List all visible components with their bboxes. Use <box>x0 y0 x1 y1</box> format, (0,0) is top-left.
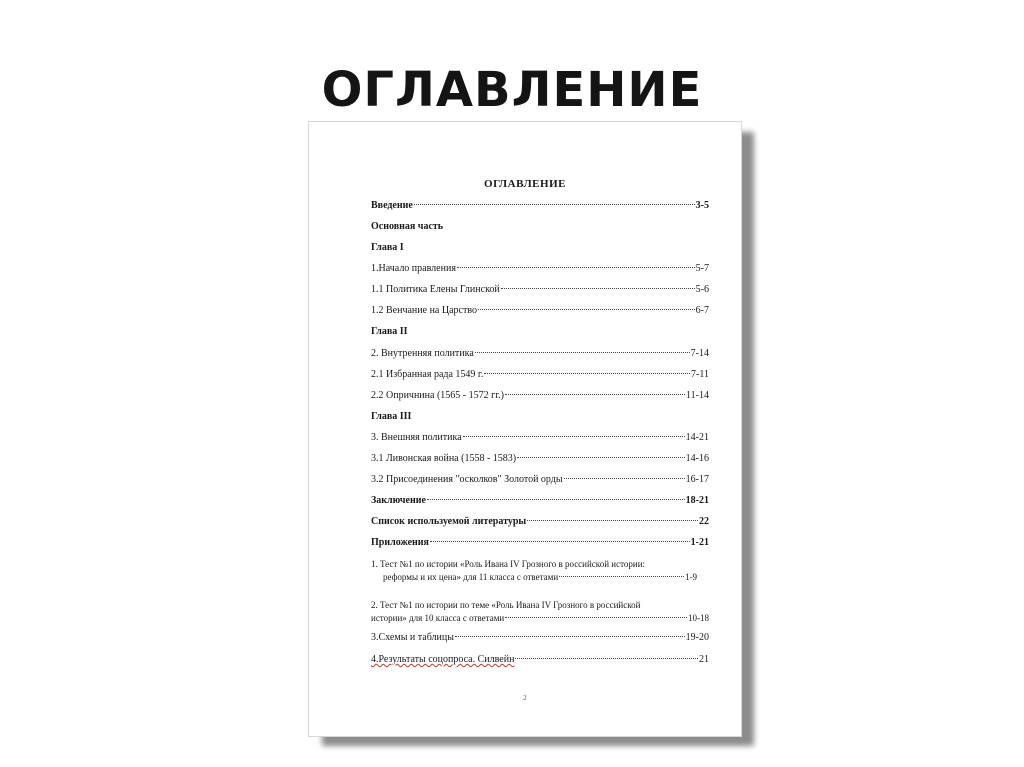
toc-entry-text: 1.Начало правления <box>371 263 456 274</box>
toc-entry-page: 22 <box>699 516 709 527</box>
toc-entry-text: реформы и их цена» для 11 класса с ответами <box>383 572 559 582</box>
toc-entry-text: 4.Результаты соцопроса. Силвейн <box>371 654 515 665</box>
toc-entry <box>371 348 709 362</box>
toc-entry <box>371 390 709 404</box>
toc-leader-dots <box>430 541 690 542</box>
toc-entry-text: 1.2 Венчание на Царство <box>371 305 477 316</box>
toc-entry-text: 3. Внешняя политика <box>371 432 462 443</box>
toc-leader-dots <box>505 394 685 395</box>
toc-entry <box>371 632 709 646</box>
toc-entry-page: 11-14 <box>686 390 709 401</box>
toc-entry-page: 6-7 <box>695 305 709 316</box>
toc-entry <box>371 432 709 446</box>
toc-entry-test-1-line2 <box>383 572 697 585</box>
toc-entry <box>371 474 709 488</box>
toc-leader-dots <box>501 288 695 289</box>
toc-section-main-part: Основная часть <box>371 221 444 232</box>
toc-leader-dots <box>515 658 698 659</box>
toc-entry-page: 10-18 <box>688 613 709 623</box>
toc-entry-page: 1-9 <box>685 572 697 582</box>
toc-entry-text: Введение <box>371 200 413 211</box>
toc-leader-dots <box>527 520 698 521</box>
toc-entry-text: 2.2 Опричнина (1565 - 1572 гг.) <box>371 390 505 401</box>
toc-entry-page: 18-21 <box>685 495 709 506</box>
toc-leader-dots <box>457 267 695 268</box>
toc-entry-page: 14-21 <box>685 432 709 443</box>
document-heading: ОГЛАВЛЕНИЕ <box>484 178 566 190</box>
toc-entry-page: 1-21 <box>690 537 709 548</box>
toc-entry-page: 16-17 <box>685 474 709 485</box>
toc-leader-dots <box>455 636 685 637</box>
toc-entry-text: 2. Внутренняя политика <box>371 348 474 359</box>
toc-entry-text: 3.Схемы и таблицы <box>371 632 454 643</box>
toc-leader-dots <box>559 576 684 577</box>
toc-entry <box>371 305 709 319</box>
toc-entry-text: Приложения <box>371 537 429 548</box>
toc-chapter-1: Глава I <box>371 242 404 253</box>
toc-leader-dots <box>517 457 685 458</box>
toc-entry-text: 3.2 Присоединения "осколков" Золотой орды <box>371 474 563 485</box>
document-page <box>308 121 742 737</box>
toc-leader-dots <box>463 436 685 437</box>
toc-leader-dots <box>478 309 695 310</box>
toc-entry-text: 1.1 Политика Елены Глинской <box>371 284 500 295</box>
toc-chapter-3: Глава III <box>371 411 412 422</box>
toc-entry-introduction <box>371 200 709 214</box>
toc-entry-page: 21 <box>699 654 709 665</box>
toc-entry-text: Список используемой литературы <box>371 516 527 527</box>
toc-entry <box>371 369 709 383</box>
toc-entry <box>371 453 709 467</box>
toc-leader-dots <box>427 499 685 500</box>
toc-leader-dots <box>414 204 695 205</box>
toc-entry-page: 3-5 <box>695 200 709 211</box>
toc-entry-page: 14-16 <box>685 453 709 464</box>
toc-entry-text: Заключение <box>371 495 426 506</box>
toc-entry-page: 5-7 <box>695 263 709 274</box>
toc-leader-dots <box>564 478 685 479</box>
toc-chapter-2: Глава II <box>371 326 408 337</box>
toc-entry-text: истории» для 10 класса с ответами <box>371 613 505 623</box>
toc-entry-text: 3.1 Ливонская война (1558 - 1583) <box>371 453 517 464</box>
toc-leader-dots <box>475 352 690 353</box>
toc-entry-page: 19-20 <box>685 632 709 643</box>
toc-leader-dots <box>484 373 690 374</box>
toc-entry-test-1-line1: 1. Тест №1 по истории «Роль Ивана IV Грозного в российской истории: <box>371 559 646 569</box>
toc-entry-text: 2.1 Избранная рада 1549 г. <box>371 369 484 380</box>
toc-entry <box>371 284 709 298</box>
toc-entry <box>371 263 709 277</box>
toc-entry <box>371 654 709 668</box>
toc-leader-dots <box>505 617 687 618</box>
page-number: 2 <box>523 694 527 702</box>
toc-entry-conclusion <box>371 495 709 509</box>
toc-entry-test-2-line2 <box>371 613 709 626</box>
toc-entry-test-2-line1: 2. Тест №1 по истории по теме «Роль Ивана IV Грозного в российской <box>371 600 641 610</box>
toc-entry-bibliography <box>371 516 709 530</box>
toc-entry-page: 7-14 <box>690 348 709 359</box>
toc-entry-page: 5-6 <box>695 284 709 295</box>
toc-entry-appendices <box>371 537 709 551</box>
slide-title: ОГЛАВЛЕНИЕ <box>321 62 703 118</box>
toc-entry-page: 7-11 <box>691 369 709 380</box>
